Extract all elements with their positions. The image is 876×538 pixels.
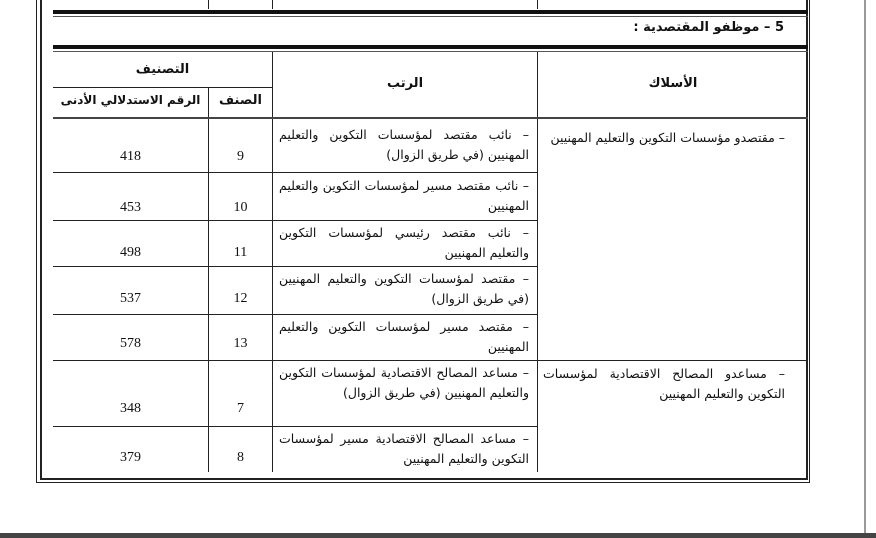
header-corps: الأسلاك	[648, 76, 698, 91]
header-category: الصنف	[219, 93, 262, 108]
rank-cell: – مقتصد لمؤسسات التكوين والتعليم المهنيين (في طريق الزوال)	[279, 271, 529, 306]
category-cell: 10	[233, 200, 248, 215]
table-top-rule	[53, 45, 808, 49]
table-row	[53, 427, 537, 472]
category-cell: 12	[233, 291, 248, 306]
table-row	[53, 173, 537, 220]
prev-table-divider	[537, 0, 538, 9]
header-divider	[53, 87, 272, 88]
rank-cell: – نائب مقتصد رئيسي لمؤسسات التكوين والتعليم المهنيين	[279, 225, 529, 260]
index-cell: 453	[120, 200, 141, 215]
row-divider	[537, 360, 808, 361]
index-cell: 537	[120, 291, 141, 306]
column-divider	[537, 52, 538, 472]
corps-cell: – مقتصدو مؤسسات التكوين والتعليم المهنيين	[550, 130, 785, 145]
category-cell: 9	[237, 149, 244, 164]
section-title: 5 – موظفو المقتصدية :	[633, 20, 784, 35]
rank-cell: – مقتصد مسير لمؤسسات التكوين والتعليم المهنيين	[279, 319, 529, 354]
category-cell: 11	[233, 245, 248, 260]
rank-cell: – نائب مقتصد مسير لمؤسسات التكوين والتعليم المهنيين	[279, 178, 529, 213]
section-rule	[53, 16, 808, 17]
prev-table-divider	[208, 0, 209, 9]
index-cell: 348	[120, 401, 141, 416]
table-row	[53, 221, 537, 266]
rank-cell: – مساعد المصالح الاقتصادية مسير لمؤسسات التكوين والتعليم المهنيين	[279, 431, 529, 466]
table-row	[53, 315, 537, 360]
index-cell: 578	[120, 336, 141, 351]
category-cell: 13	[233, 336, 248, 351]
index-cell: 498	[120, 245, 141, 260]
prev-table-divider	[272, 0, 273, 9]
category-cell: 7	[237, 401, 244, 416]
corps-cell: – مساعدو المصالح الاقتصادية لمؤسسات التكوين والتعليم المهنيين	[543, 366, 785, 401]
viewer-bottom-bar	[0, 533, 876, 538]
table-row	[53, 267, 537, 314]
table-row	[53, 361, 537, 426]
rank-cell: – نائب مقتصد لمؤسسات التكوين والتعليم المهنيين (في طريق الزوال)	[279, 127, 529, 162]
index-cell: 379	[120, 450, 141, 465]
category-cell: 8	[237, 450, 244, 465]
header-classification: التصنيف	[135, 62, 190, 77]
table-row	[53, 119, 537, 172]
table-top-rule	[53, 51, 808, 52]
viewer-edge	[864, 0, 866, 538]
header-ranks: الرتب	[386, 76, 424, 91]
header-index: الرقم الاستدلالي الأدنى	[60, 93, 201, 107]
section-rule	[53, 10, 808, 14]
rank-cell: – مساعد المصالح الاقتصادية لمؤسسات التكوين والتعليم المهنيين (في طريق الزوال)	[279, 365, 529, 400]
index-cell: 418	[120, 149, 141, 164]
